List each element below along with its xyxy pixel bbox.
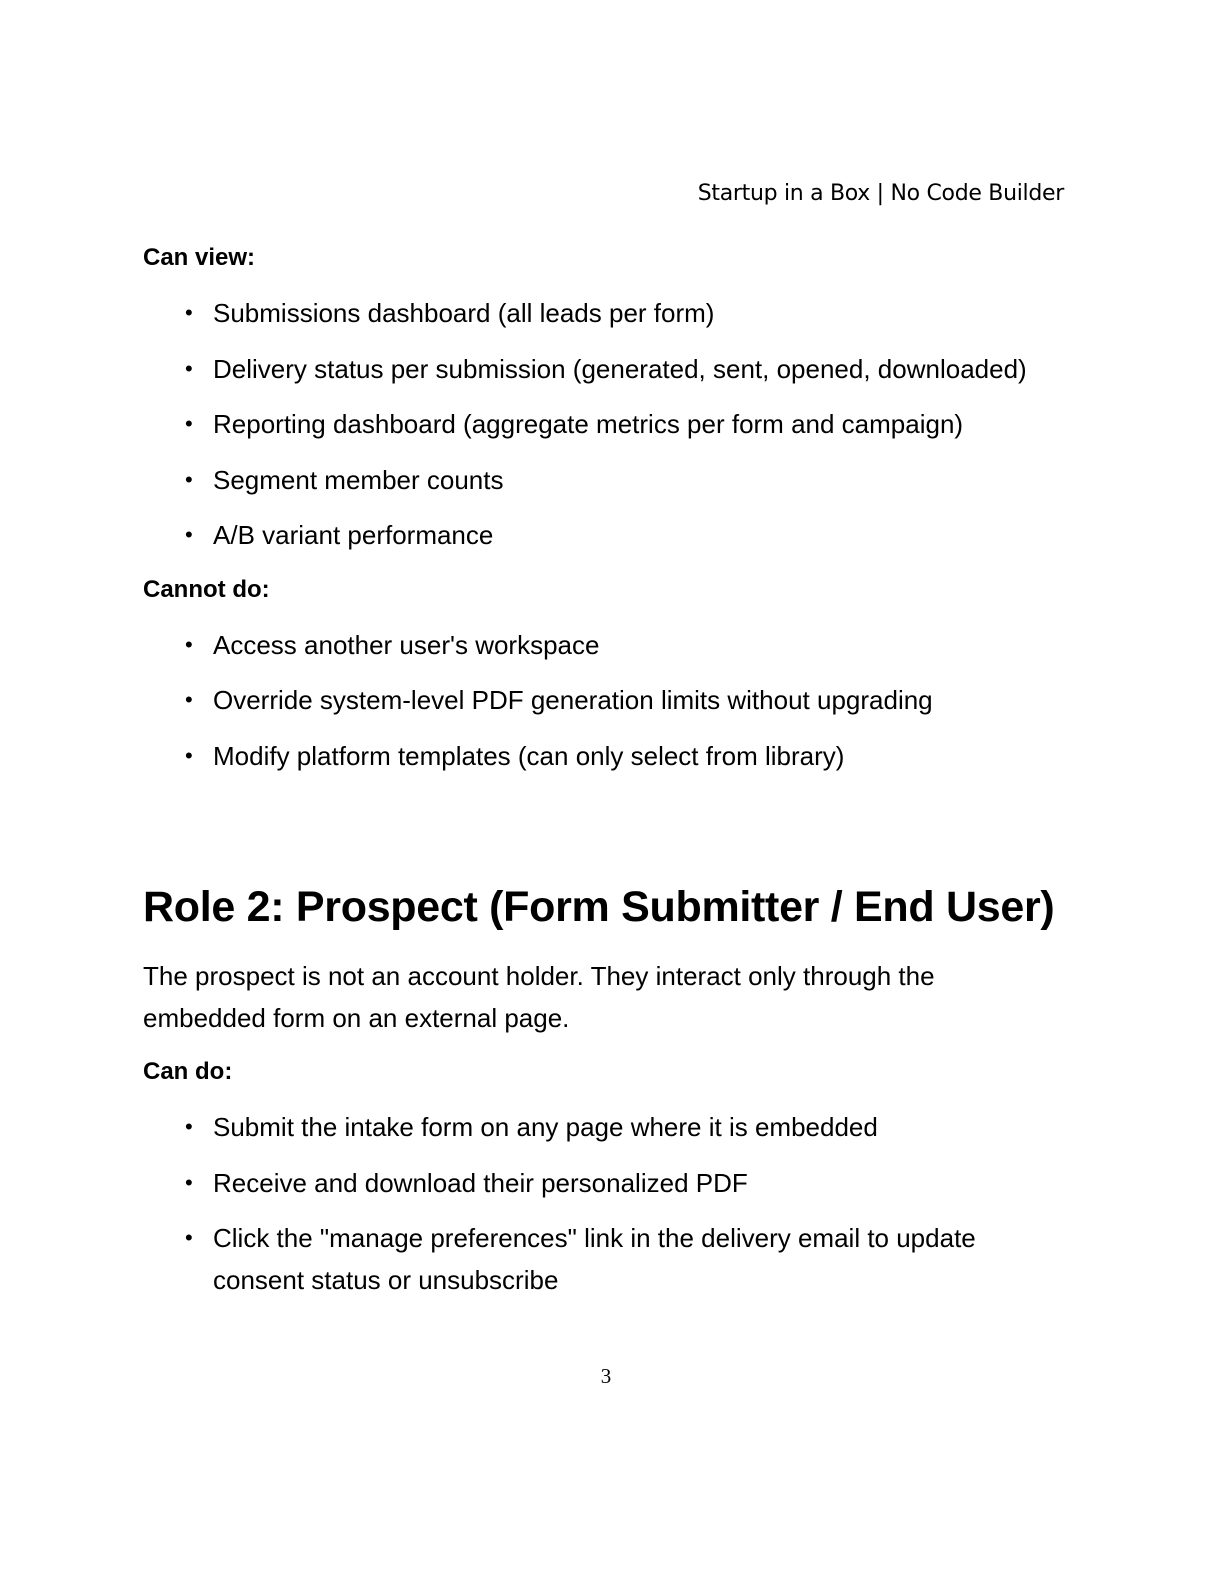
can-view-list [143,292,1083,556]
list-item [143,1217,1083,1301]
bullet-icon: • [185,522,193,547]
list-item [143,1162,1083,1204]
list-item [143,459,1083,501]
section-permissions [143,238,1083,790]
list-item-text: Override system-level PDF generation limits without upgrading [213,685,933,715]
bullet-icon: • [185,300,193,325]
list-item-text: Modify platform templates (can only select from library) [213,740,845,771]
list-item [143,1106,1083,1148]
list-item [143,514,1083,556]
bullet-icon: • [185,355,193,381]
list-item [143,292,1083,334]
bullet-icon: • [185,411,193,436]
list-item-text: Delivery status per submission (generated, sent, opened, downloaded) [213,353,1027,384]
list-item-text: A/B variant performance [213,520,494,550]
list-item-text: Click the "manage preferences" link in the delivery email to update consent status or unsubscribe [213,1223,976,1295]
list-item [143,735,1083,777]
bullet-icon: • [185,1169,193,1195]
can-do-list [143,1106,1083,1301]
cannot-do-label: Cannot do: [143,575,270,603]
can-view-label: Can view: [143,244,256,271]
can-do-label: Can do: [143,1058,233,1085]
bullet-icon: • [185,631,193,657]
bullet-icon: • [185,1225,193,1250]
list-item [143,624,1083,666]
role-description: The prospect is not an account holder. They interact only through the embedded form on an external page. [143,961,935,1033]
running-header: Startup in a Box | No Code Builder [697,181,1064,206]
section-can-do [143,1052,1083,1315]
bullet-icon: • [185,1114,193,1139]
list-item-text: Receive and download their personalized PDF [213,1167,748,1198]
cannot-do-list [143,624,1083,777]
bullet-icon: • [185,742,193,768]
bullet-icon: • [185,687,193,712]
list-item-text: Submit the intake form on any page where it is embedded [213,1112,878,1142]
list-item [143,348,1083,390]
list-item-text: Segment member counts [213,464,504,495]
list-item-text: Submissions dashboard (all leads per form) [213,298,715,328]
list-item [143,403,1083,445]
page-number: 3 [600,1364,612,1388]
bullet-icon: • [185,466,193,492]
section-heading: Role 2: Prospect (Form Submitter / End User) [143,883,1055,931]
list-item-text: Reporting dashboard (aggregate metrics per form and campaign) [213,409,964,439]
list-item [143,679,1083,721]
list-item-text: Access another user's workspace [213,629,600,660]
